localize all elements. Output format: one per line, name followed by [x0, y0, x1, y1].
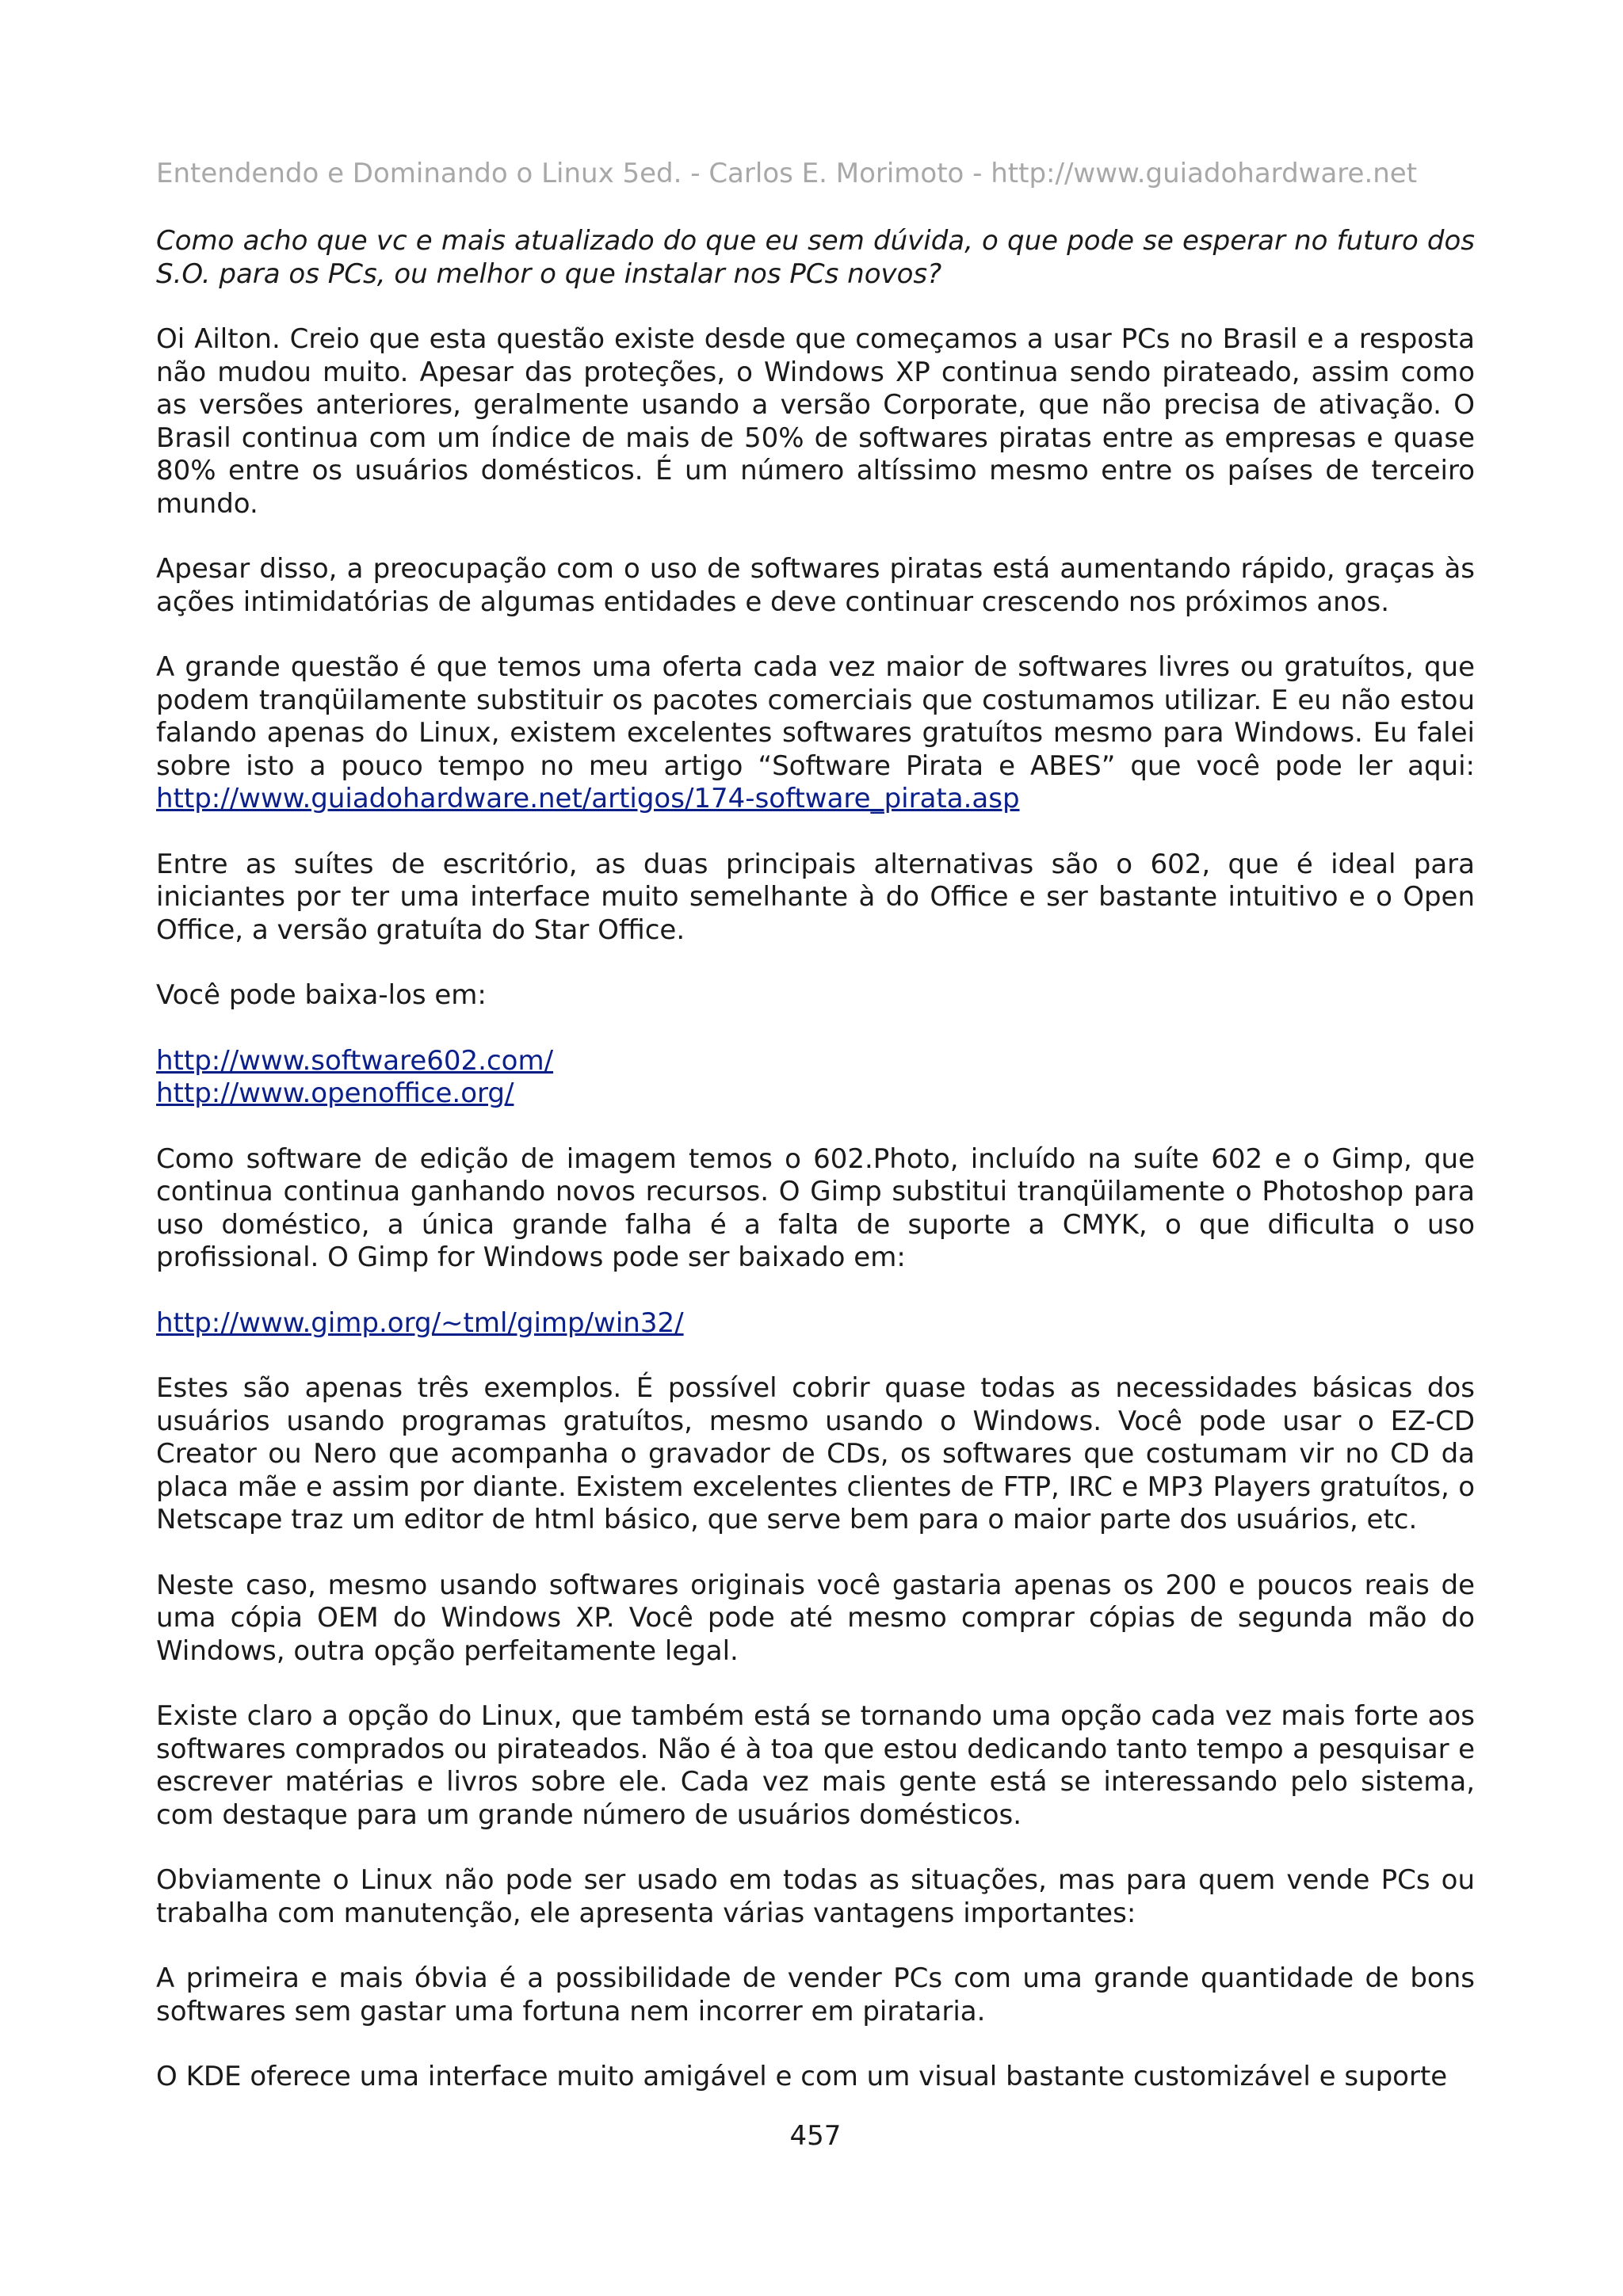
gimp-link-paragraph	[156, 1307, 1475, 1341]
document-page	[156, 0, 1475, 2296]
link-gimp-win32[interactable]: http://www.gimp.org/~tml/gimp/win32/	[156, 1306, 684, 1339]
running-header: Entendendo e Dominando o Linux 5ed. - Carlos E. Morimoto - http://www.guiadohardware.net	[156, 158, 1418, 189]
paragraph-10: Obviamente o Linux não pode ser usado em todas as situações, mas para quem vende PCs ou trabalha com manutenção, ele apresenta várias vantagens importantes:	[156, 1864, 1475, 1929]
paragraph-2: Apesar disso, a preocupação com o uso de softwares piratas está aumentando rápido, graças às ações intimidatórias de algumas entidades e deve continuar crescendo nos próximos anos.	[156, 553, 1475, 618]
paragraph-9: Existe claro a opção do Linux, que também está se tornando uma opção cada vez mais forte aos softwares comprados ou pirateados. Não é à toa que estou dedicando tanto tempo a pesquisar e escrever matérias e livros sobre ele. Cada vez mais gente está se interessando pelo sistema, com destaque para um grande número de usuários domésticos.	[156, 1700, 1475, 1831]
question-paragraph: Como acho que vc e mais atualizado do que eu sem dúvida, o que pode se esperar no futuro dos S.O. para os PCs, ou melhor o que instalar nos PCs novos?	[156, 225, 1475, 290]
link-software-pirata-article[interactable]: http://www.guiadohardware.net/artigos/174-software_pirata.asp	[156, 783, 1020, 814]
paragraph-5: Você pode baixa-los em:	[156, 979, 487, 1011]
paragraph-6: Como software de edição de imagem temos o 602.Photo, incluído na suíte 602 e o Gimp, que continua continua ganhando novos recursos. O Gimp substitui tranqüilamente o Photoshop para uso doméstico, a única grande falha é a falta de suporte a CMYK, o que dificulta o uso profissional. O Gimp for Windows pode ser baixado em:	[156, 1142, 1475, 1273]
link-openoffice[interactable]: http://www.openoffice.org/	[156, 1077, 514, 1109]
download-links	[156, 1045, 1475, 1111]
page-content	[156, 225, 1475, 2126]
paragraph-8: Neste caso, mesmo usando softwares originais você gastaria apenas os 200 e poucos reais de uma cópia OEM do Windows XP. Você pode até mesmo comprar cópias de segunda mão do Windows, outra opção perfeitamente legal.	[156, 1569, 1475, 1667]
paragraph-11: A primeira e mais óbvia é a possibilidade de vender PCs com uma grande quantidade de bons softwares sem gastar uma fortuna nem incorrer em pirataria.	[156, 1962, 1475, 2027]
paragraph-3-text: A grande questão é que temos uma oferta cada vez maior de softwares livres ou gratuítos, que podem tranqüilamente substituir os pacotes comerciais que costumamos utilizar. E eu não estou falando apenas do Linux, existem excelentes softwares gratuítos mesmo para Windows. Eu falei sobre isto a pouco tempo no meu artigo “Software Pirata e ABES” que você pode ler aqui:	[156, 651, 1475, 782]
paragraph-1: Oi Ailton. Creio que esta questão existe desde que começamos a usar PCs no Brasil e a resposta não mudou muito. Apesar das proteções, o Windows XP continua sendo pirateado, assim como as versões anteriores, geralmente usando a versão Corporate, que não precisa de ativação. O Brasil continua com um índice de mais de 50% de softwares piratas entre as empresas e quase 80% entre os usuários domésticos. É um número altíssimo mesmo entre os países de terceiro mundo.	[156, 323, 1475, 520]
paragraph-4: Entre as suítes de escritório, as duas principais alternativas são o 602, que é ideal para iniciantes por ter uma interface muito semelhante à do Office e ser bastante intuitivo e o Open Office, a versão gratuíta do Star Office.	[156, 848, 1475, 946]
link-software602[interactable]: http://www.software602.com/	[156, 1044, 554, 1077]
paragraph-7: Estes são apenas três exemplos. É possível cobrir quase todas as necessidades básicas dos usuários usando programas gratuítos, mesmo usando o Windows. Você pode usar o EZ-CD Creator ou Nero que acompanha o gravador de CDs, os softwares que costumam vir no CD da placa mãe e assim por diante. Existem excelentes clientes de FTP, IRC e MP3 Players gratuítos, o Netscape traz um editor de html básico, que serve bem para o maior parte dos usuários, etc.	[156, 1372, 1475, 1535]
paragraph-12: O KDE oferece uma interface muito amigável e com um visual bastante customizável e suporte	[156, 2061, 1448, 2092]
paragraph-3	[156, 651, 1475, 816]
page-number: 457	[789, 2120, 842, 2152]
